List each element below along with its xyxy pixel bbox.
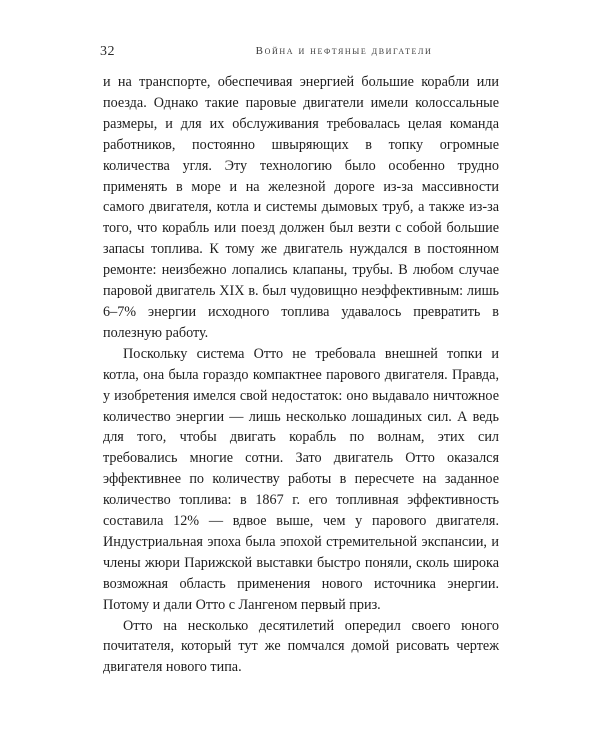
paragraph: Отто на несколько десятилетий опередил своего юного почитателя, который тут же помчался домой рисовать чертеж двигателя нового типа. [103,617,499,676]
page-number: 32 [100,44,115,59]
paragraph: и на транспорте, обеспечивая энергией большие корабли или поезда. Однако такие паровые двигатели имели колоссальные размеры, и для их обслуживания требовалась целая команда работников, постоянно швыряющих в топку огромные количества угля. Эту технологию было особенно трудно применять в море и на железной дороге из-за массивности самого двигателя, котла и системы дымовых труб, а также из-за того, что корабль или поезд должен был везти с собой большие запасы топлива. К тому же двигатель нуждался в постоянном ремонте: неизбежно лопались клапаны, трубы. В любом случае паровой двигатель XIX в. был чудовищно неэффективным: лишь 6–7% энергии исходного топлива удавалось превратить в полезную работу. [103,74,499,341]
running-title: Война и нефтяные двигатели [255,45,433,57]
body-text [103,72,499,678]
paragraph: Поскольку система Отто не требовала внешней топки и котла, она была гораздо компактнее парового двигателя. Правда, у изобретения имелся свой недостаток: оно выдавало ничтожное количество энергии — лишь несколько лошадиных сил. А ведь для того, чтобы двигать корабль по волнам, этих сил требовались многие сотни. Зато двигатель Отто оказался эффективнее по количеству работы в пересчете на заданное количество топлива: в 1867 г. его топливная эффективность составила 12% — вдвое выше, чем у парового двигателя. Индустриальная эпоха была эпохой стремительной экспансии, и члены жюри Парижской выставки быстро поняли, сколь широка возможная область применения нового источника энергии. Потому и дали Отто с Лангеном первый приз. [103,345,499,613]
page-header [100,44,500,64]
